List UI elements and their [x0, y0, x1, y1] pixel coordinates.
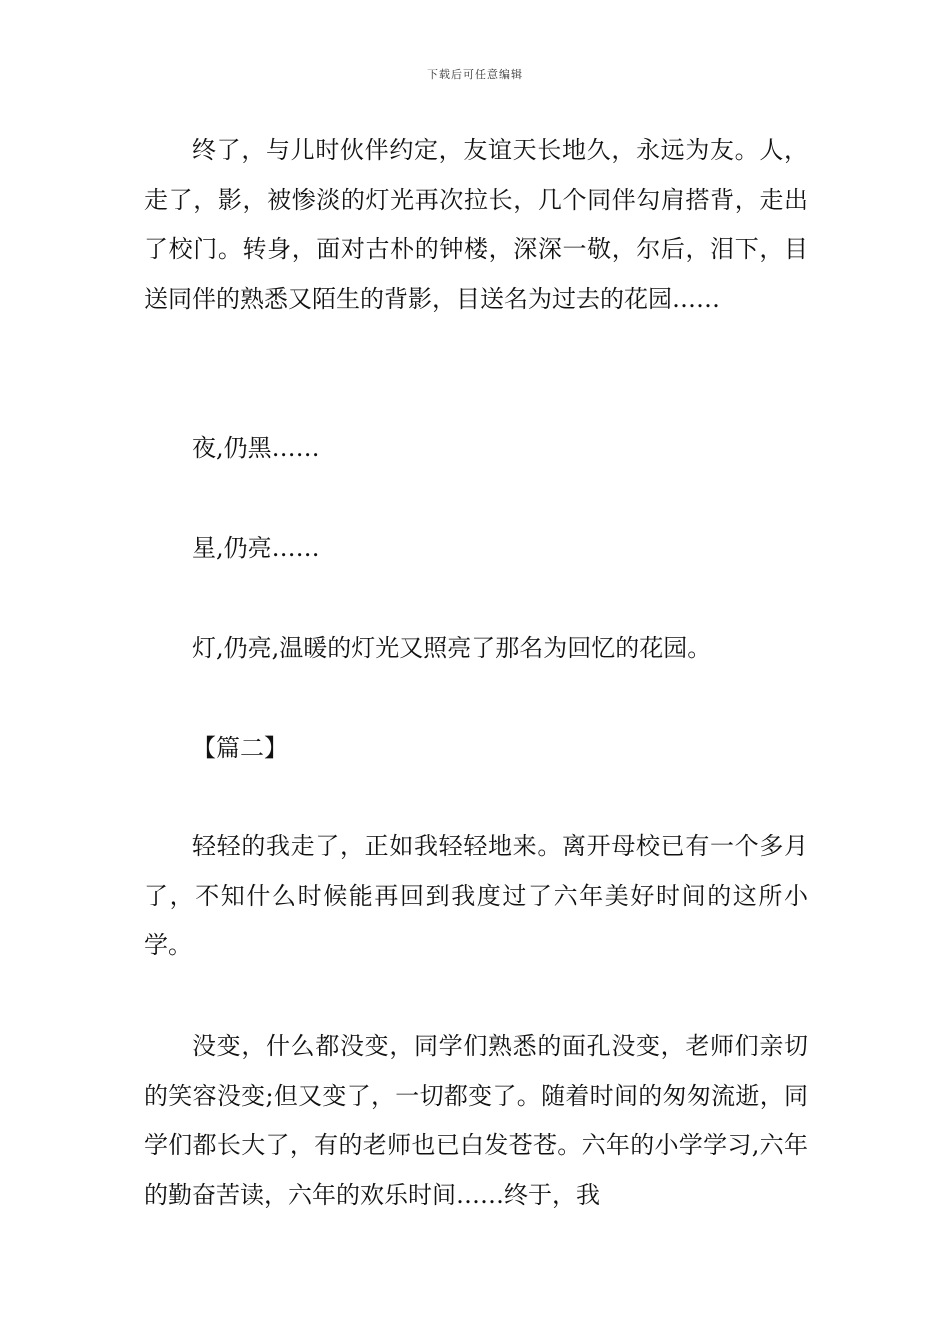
paragraph-1-block — [144, 126, 808, 324]
paragraph: 没变，什么都没变，同学们熟悉的面孔没变，老师们亲切的笑容没变;但又变了，一切都变了。随着时间的匆匆流逝，同学们都长大了，有的老师也已白发苍苍。六年的小学学习,六年的勤奋苦读，六年的欢乐时间……终于，我 — [144, 1032, 808, 1209]
paragraph-night: 夜,仍黑…… — [192, 434, 320, 462]
section-heading: 【篇二】 — [192, 734, 288, 762]
paragraph: 终了，与儿时伙伴约定，友谊天长地久，永远为友。人，走了，影，被惨淡的灯光再次拉长，几个同伴勾肩搭背，走出了校门。转身，面对古朴的钟楼，深深一敬，尔后，泪下，目送同伴的熟悉又陌生的背影，目送名为过去的花园…… — [144, 136, 808, 313]
paragraph-stars: 星,仍亮…… — [192, 534, 320, 562]
paragraph-3-block — [144, 1022, 808, 1220]
paragraph-2-block — [144, 822, 808, 971]
paragraph: 轻轻的我走了，正如我轻轻地来。离开母校已有一个多月了，不知什么时候能再回到我度过了六年美好时间的这所小学。 — [144, 832, 808, 959]
paragraph-lamp: 灯,仍亮,温暖的灯光又照亮了那名为回忆的花园。 — [192, 634, 712, 662]
header-note: 下载后可任意编辑 — [427, 68, 523, 81]
